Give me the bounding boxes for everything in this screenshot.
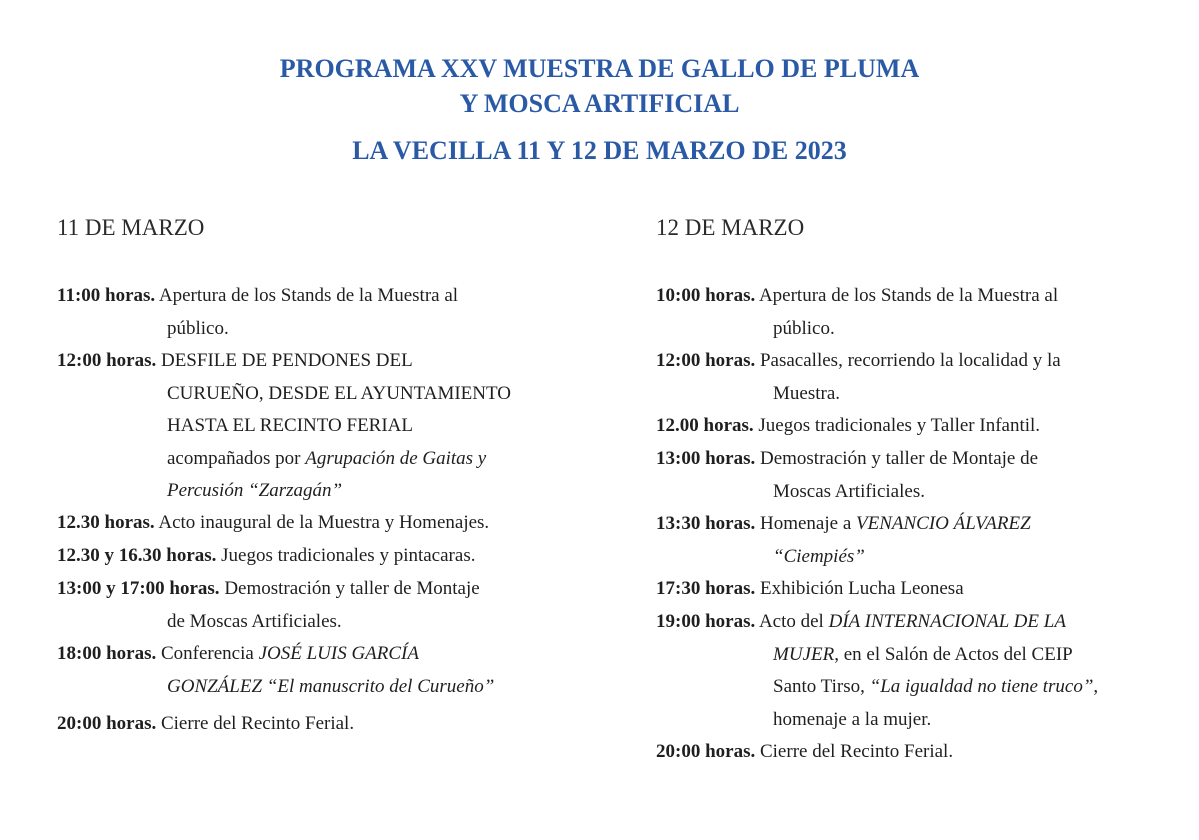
day1-event-1230 [57,507,489,540]
event-time: 13:30 horas. [656,513,756,534]
day1-heading: 11 DE MARZO [57,215,205,240]
event-text-italic: JOSÉ LUIS GARCÍA [258,643,419,664]
event-text-cont: público. [167,317,229,339]
event-text-plain: , [1093,676,1099,697]
day2-event-1200 [656,345,1061,410]
event-text: Conferencia [160,643,259,664]
day1-event-1100 [57,280,458,345]
event-text-plain: acompañados por [167,447,306,469]
day2-event-2000 [656,736,953,769]
event-time: 13:00 horas. [656,448,756,469]
event-text: Juegos tradicionales y pintacaras. [221,545,476,566]
event-time: 13:00 y 17:00 horas. [57,578,220,599]
event-text: Demostración y taller de Montaje de [759,448,1039,469]
title-line-3: LA VECILLA 11 Y 12 DE MARZO DE 2023 [352,136,847,165]
event-time: 11:00 horas. [57,285,156,306]
day2-event-1900 [656,606,1098,736]
day1-event-2000 [57,708,354,741]
event-text-cont: HASTA EL RECINTO FERIAL [167,415,414,436]
event-text-cont [167,443,511,476]
event-text: Juegos tradicionales y Taller Infantil. [758,415,1041,436]
event-time: 18:00 horas. [57,643,157,664]
event-text-italic: Agrupación de Gaitas y [305,447,487,469]
event-text: Cierre del Recinto Ferial. [160,713,355,734]
event-time: 20:00 horas. [57,713,157,734]
event-text-italic: MUJER [773,643,835,665]
event-text: Pasacalles, recorriendo la localidad y la [759,350,1061,371]
event-text-cont [773,671,1098,704]
event-text-plain: Santo Tirso, [773,676,870,697]
day2-event-1200-juegos [656,410,1040,443]
event-text: Acto del [758,611,829,632]
day1-event-1800 [57,638,494,703]
event-text-italic: “La igualdad no tiene truco” [869,676,1094,697]
day1-event-1230-1630 [57,540,475,573]
event-text: DESFILE DE PENDONES DEL [160,350,413,371]
event-text-cont: de Moscas Artificiales. [167,610,342,632]
title-line-2: Y MOSCA ARTIFICIAL [459,89,740,118]
event-text-cont: CURUEÑO, DESDE EL AYUNTAMIENTO [167,382,511,404]
event-time: 17:30 horas. [656,578,756,599]
event-text: Homenaje a [759,513,856,534]
event-text: Exhibición Lucha Leonesa [759,578,964,599]
event-text-italic: Percusión “Zarzagán” [167,480,343,501]
day2-event-1000 [656,280,1058,345]
day1-event-1300-1700 [57,573,480,638]
event-text-cont: público. [773,317,835,339]
event-text-italic: “Ciempiés” [773,545,865,567]
event-text-cont [773,639,1098,672]
event-text-italic: VENANCIO ÁLVAREZ [856,513,1031,534]
event-time: 19:00 horas. [656,611,756,632]
event-text-italic: DÍA INTERNACIONAL DE LA [828,611,1066,632]
event-text: Demostración y taller de Montaje [224,578,480,599]
event-time: 20:00 horas. [656,741,756,762]
title-line-1: PROGRAMA XXV MUESTRA DE GALLO DE PLUMA [279,54,920,83]
day2-event-1330 [656,508,1031,573]
event-time: 12.30 y 16.30 horas. [57,545,217,566]
event-time: 12.30 horas. [57,512,155,533]
event-text-cont: Moscas Artificiales. [773,480,925,502]
event-text: Apertura de los Stands de la Muestra al [758,285,1059,306]
event-time: 10:00 horas. [656,285,756,306]
day2-event-1300 [656,443,1038,508]
event-text: Acto inaugural de la Muestra y Homenajes. [158,512,490,533]
event-text-cont: homenaje a la mujer. [773,708,932,730]
event-text: Apertura de los Stands de la Muestra al [158,285,459,306]
event-text-plain: , en el Salón de Actos del CEIP [834,643,1073,665]
day2-heading: 12 DE MARZO [656,215,805,240]
event-text-italic: GONZÁLEZ “El manuscrito del Curueño” [167,675,495,697]
event-text-cont: Muestra. [773,382,841,404]
event-time: 12.00 horas. [656,415,754,436]
day1-event-1200 [57,345,511,508]
day2-event-1730 [656,573,964,606]
event-text: Cierre del Recinto Ferial. [759,741,954,762]
event-time: 12:00 horas. [656,350,756,371]
event-time: 12:00 horas. [57,350,157,371]
